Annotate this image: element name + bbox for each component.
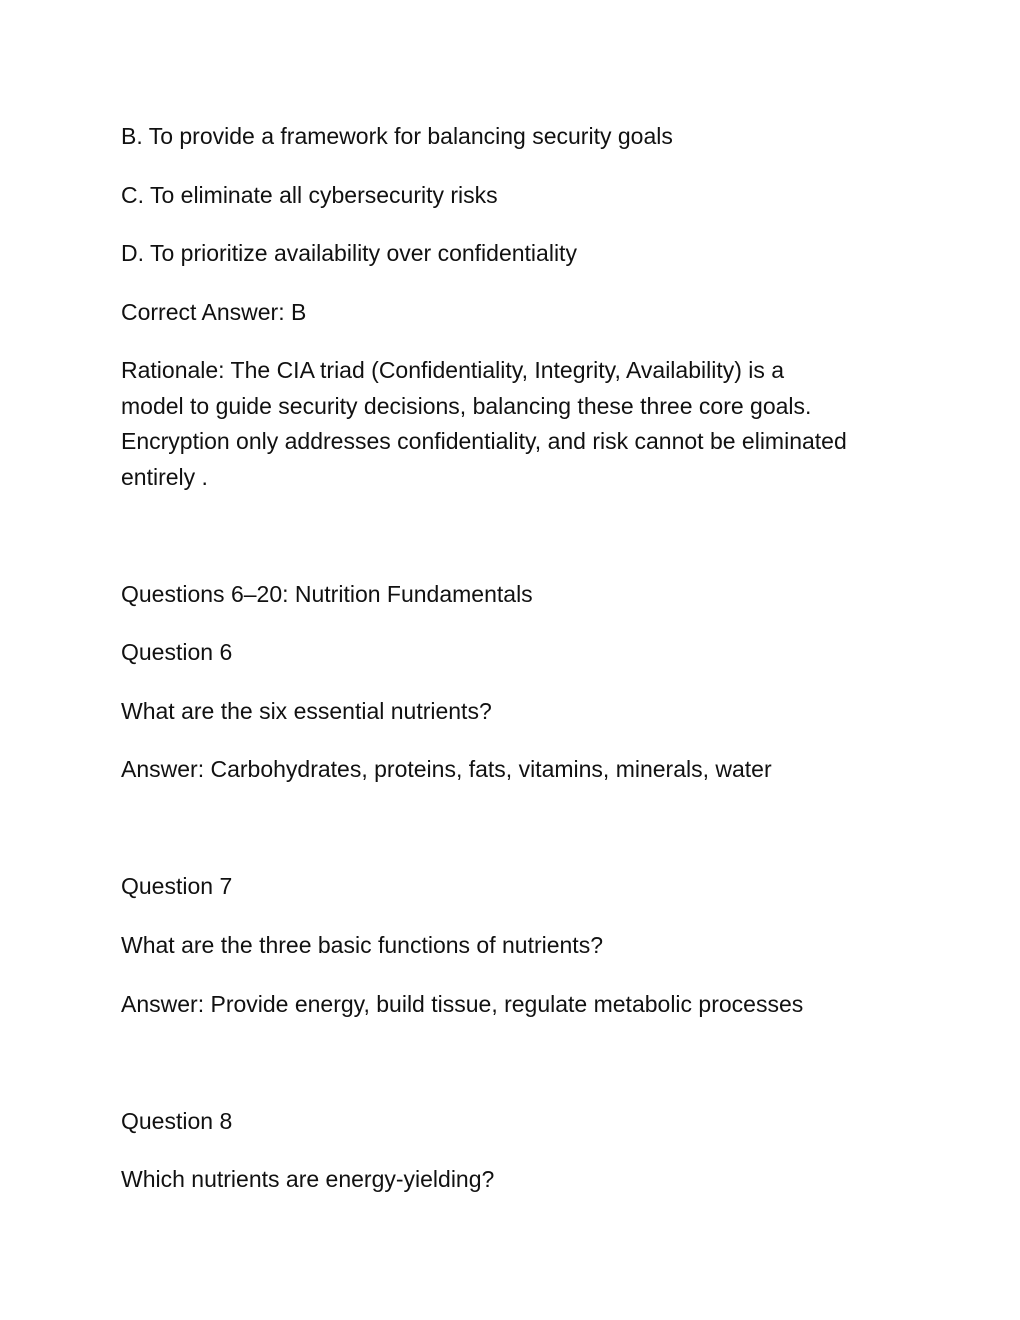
question-answer: Answer: Carbohydrates, proteins, fats, vitamins, minerals, water — [121, 756, 772, 782]
rationale-paragraph — [121, 353, 921, 495]
question-prompt: What are the three basic functions of nutrients? — [121, 932, 603, 958]
question-prompt: Which nutrients are energy-yielding? — [121, 1166, 495, 1192]
question-title: Question 6 — [121, 639, 233, 665]
question-answer: Answer: Provide energy, build tissue, regulate metabolic processes — [121, 991, 804, 1017]
question-title: Question 8 — [121, 1108, 233, 1134]
question-prompt: What are the six essential nutrients? — [121, 698, 492, 724]
option-b: B. To provide a framework for balancing security goals — [121, 123, 673, 149]
rationale-line: Rationale: The CIA triad (Confidentiality, Integrity, Availability) is a — [121, 357, 785, 383]
correct-answer: Correct Answer: B — [121, 299, 307, 325]
rationale-line: model to guide security decisions, balancing these three core goals. — [121, 392, 812, 419]
option-d: D. To prioritize availability over confidentiality — [121, 240, 577, 266]
rationale-line: entirely . — [121, 463, 208, 490]
rationale-line: Encryption only addresses confidentiality, and risk cannot be eliminated — [121, 428, 847, 454]
question-title: Question 7 — [121, 873, 233, 899]
section-heading: Questions 6–20: Nutrition Fundamentals — [121, 581, 533, 607]
option-c: C. To eliminate all cybersecurity risks — [121, 182, 498, 208]
